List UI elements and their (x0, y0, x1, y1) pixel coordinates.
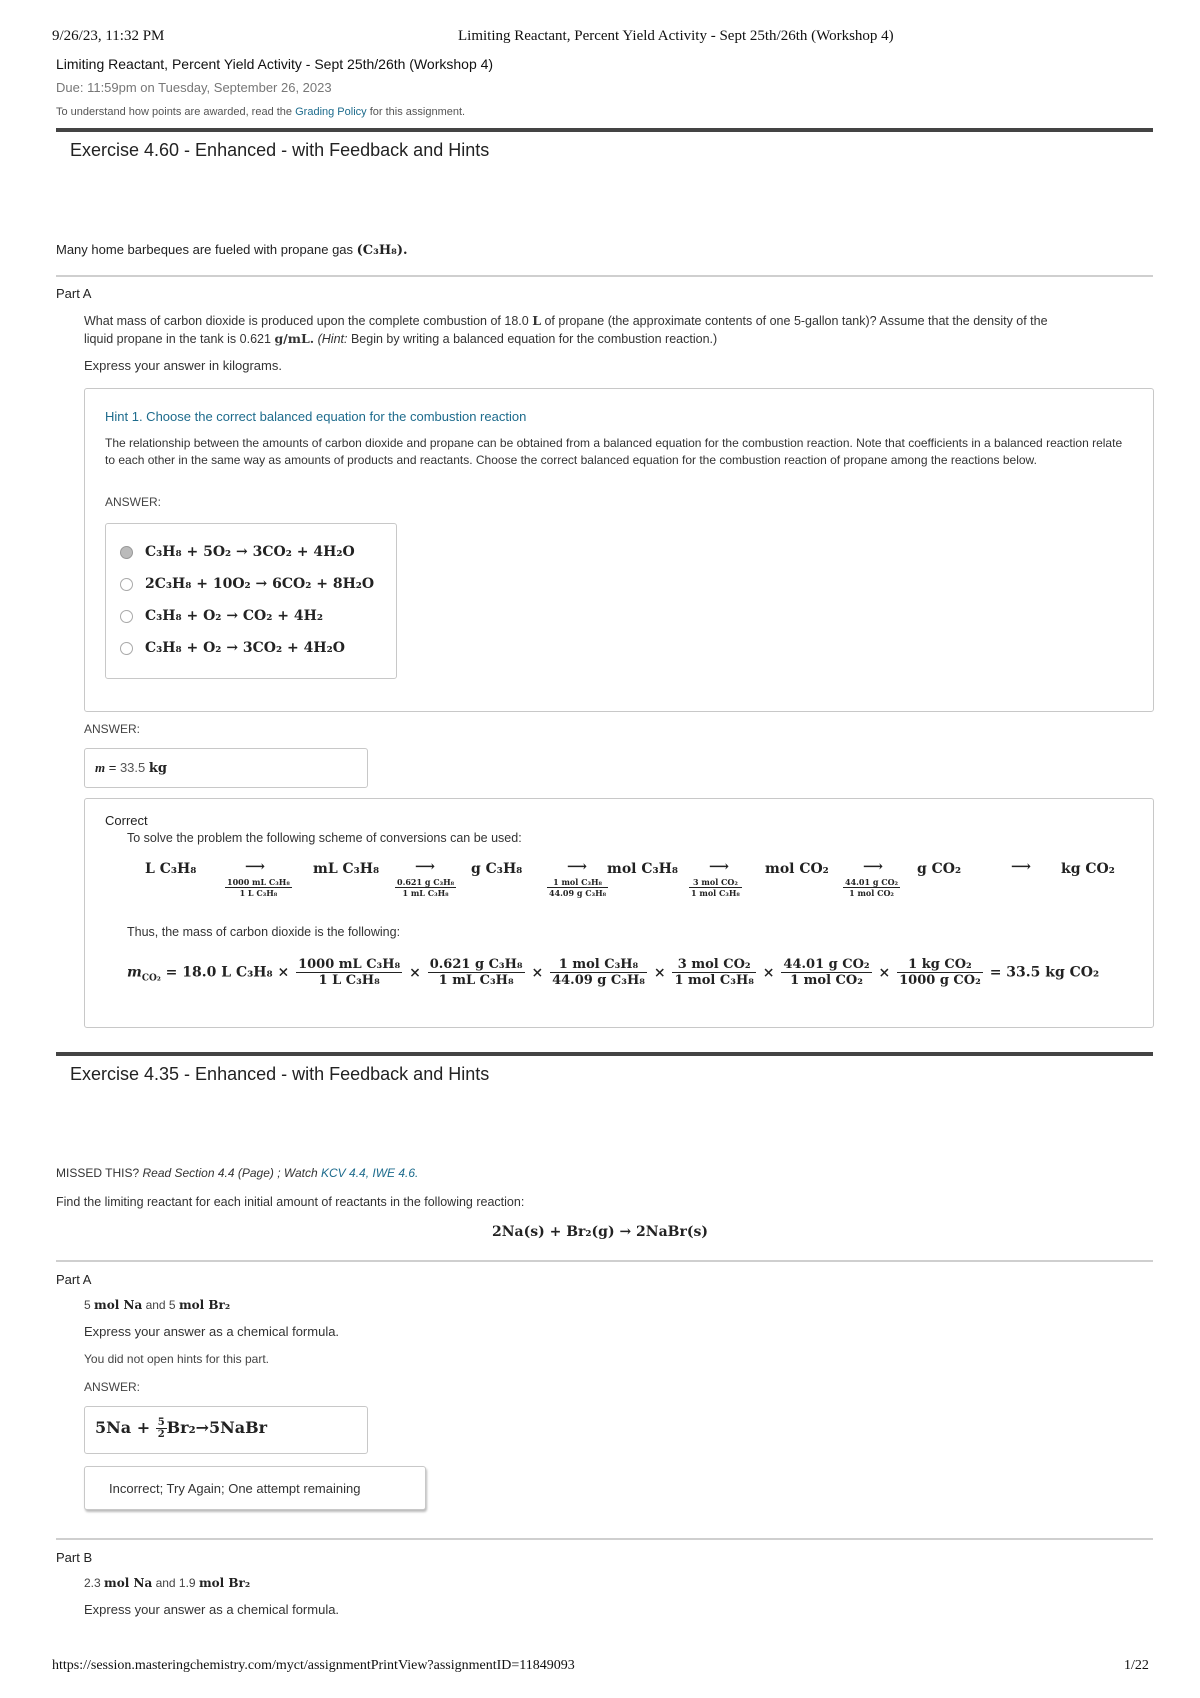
answer-variable: m (95, 760, 106, 775)
calculation (127, 957, 1147, 1013)
grading-policy-link[interactable]: Grading Policy (295, 106, 367, 118)
answer-post: Br₂→5NaBr (166, 1418, 268, 1437)
calc-denominator: 1 mL C₃H₈ (438, 973, 514, 988)
scheme-factor (689, 877, 742, 898)
times-sign: × (648, 964, 671, 981)
express-instruction: Express your answer as a chemical formula. (84, 1324, 340, 1339)
propane-formula: (C₃H₈). (356, 243, 408, 258)
calc-result: = 33.5 kg CO₂ (989, 964, 1100, 981)
feedback-text: Incorrect; Try Again; One attempt remaining (109, 1481, 361, 1496)
answer-content (95, 760, 167, 776)
intro-text: Many home barbeques are fueled with propane gas (56, 242, 354, 257)
q-hint-label: (Hint: (317, 332, 348, 346)
reaction-equation: 2Na(s) + Br₂(g) → 2NaBr(s) (491, 1224, 709, 1240)
fraction-denominator: 2 (157, 1429, 165, 1440)
conversion-scheme (145, 861, 1145, 911)
answer-unit: kg (148, 761, 167, 776)
footer-page: 1/22 (1124, 1658, 1149, 1673)
option-4[interactable] (120, 632, 374, 664)
times-sign: × (873, 964, 896, 981)
hint-title[interactable]: Hint 1. Choose the correct balanced equation for the combustion reaction (105, 409, 527, 424)
part-a-label: Part A (56, 286, 92, 301)
hints-note: You did not open hints for this part. (84, 1352, 270, 1366)
missed-prefix: MISSED THIS? (56, 1166, 140, 1180)
answer-value: 33.5 (119, 760, 146, 775)
amount-and: and 5 (145, 1298, 176, 1312)
footer-url: https://session.masteringchemistry.com/myct/assignmentPrintView?assignmentID=11849093 (52, 1658, 575, 1673)
radio-icon[interactable] (120, 642, 133, 655)
calc-lhs-sub: CO₂ (141, 973, 161, 984)
factor-numerator: 1000 mL C₃H₈ (227, 877, 290, 887)
fraction-numerator: 5 (157, 1417, 165, 1428)
calc-denominator: 1 L C₃H₈ (318, 973, 380, 988)
scheme-unit: L C₃H₈ (145, 861, 197, 877)
scheme-unit: g C₃H₈ (471, 861, 523, 877)
factor-denominator: 1 mL C₃H₈ (402, 888, 449, 898)
arrow-icon: ⟶ (245, 859, 266, 875)
arrow-icon: ⟶ (709, 859, 730, 875)
hint-answer-label: ANSWER: (105, 495, 162, 509)
calc-lhs: m (127, 964, 142, 981)
hint-options-box (105, 523, 397, 679)
print-title: Limiting Reactant, Percent Yield Activity - Sept 25th/26th (Workshop 4) (458, 28, 894, 44)
amount-unit-1: mol Na (104, 1576, 153, 1590)
part-a-label: Part A (56, 1272, 92, 1287)
q-text-1: What mass of carbon dioxide is produced upon the complete combustion of 18.0 (84, 314, 529, 328)
answer-formula (95, 1417, 267, 1440)
option-label: C₃H₈ + 5O₂ → 3CO₂ + 4H₂O (145, 544, 355, 560)
assignment-title: Limiting Reactant, Percent Yield Activity - Sept 25th/26th (Workshop 4) (56, 56, 494, 72)
missed-this (56, 1166, 418, 1180)
answer-label: ANSWER: (84, 722, 141, 736)
calc-denominator: 1000 g CO₂ (899, 973, 981, 988)
part-divider (56, 1260, 1153, 1262)
factor-denominator: 1 mol C₃H₈ (691, 888, 740, 898)
calc-denominator: 44.09 g C₃H₈ (552, 973, 645, 988)
scheme-unit: mol CO₂ (765, 861, 829, 877)
calc-fractions (294, 957, 985, 988)
hint-body: The relationship between the amounts of carbon dioxide and propane can be obtained from a balanced equation for the combustion reaction. Note that coefficients in a balanced reaction relate to each other in the same way as amounts of products and reactants. Choose the correct balanced equation for the combustion reaction of propane among the reactions below. (105, 436, 1123, 467)
exercise-intro (56, 242, 408, 258)
exercise-title: Exercise 4.60 - Enhanced - with Feedback and Hints (70, 140, 490, 160)
calc-denominator: 1 mol C₃H₈ (674, 973, 754, 988)
incorrect-feedback (84, 1466, 426, 1510)
calc-numerator: 3 mol CO₂ (672, 957, 755, 973)
part-divider (56, 275, 1153, 277)
exercise-divider (56, 1052, 1153, 1056)
answer-box (84, 748, 368, 788)
part-b-label: Part B (56, 1550, 93, 1565)
q-text-4: Begin by writing a balanced equation for the combustion reaction.) (350, 332, 718, 346)
scheme-factor (225, 877, 292, 898)
option-2[interactable] (120, 568, 374, 600)
exercise-divider (56, 128, 1153, 132)
hint-options (120, 536, 374, 664)
factor-numerator: 44.01 g CO₂ (845, 877, 899, 887)
q-text-3: liquid propane in the tank is 0.621 (84, 332, 271, 346)
part-divider (56, 1538, 1153, 1540)
exercise-title: Exercise 4.35 - Enhanced - with Feedback and Hints (70, 1064, 490, 1084)
answer-fraction (156, 1417, 167, 1440)
calc-numerator: 0.621 g C₃H₈ (429, 957, 523, 972)
calc-numerator: 44.01 g CO₂ (783, 957, 870, 972)
thus-text: Thus, the mass of carbon dioxide is the following: (127, 925, 401, 939)
answer-box[interactable] (84, 1406, 368, 1454)
correct-feedback (84, 798, 1154, 1028)
times-sign: × (757, 964, 780, 981)
times-sign: × (404, 964, 426, 981)
hint-panel (84, 388, 1154, 712)
instruction: Find the limiting reactant for each initial amount of reactants in the following reaction: (56, 1195, 525, 1209)
grading-suffix: for this assignment. (366, 106, 466, 118)
print-datetime: 9/26/23, 11:32 PM (52, 28, 165, 44)
q-unit-density: g/mL. (274, 331, 315, 346)
calc-start: = 18.0 L C₃H₈ × (165, 964, 290, 981)
calc-factor (296, 957, 402, 988)
amount-1: 2.3 (84, 1576, 101, 1590)
feedback-status: Correct (105, 813, 148, 828)
factor-denominator: 1 L C₃H₈ (239, 888, 278, 898)
factor-denominator: 44.09 g C₃H₈ (549, 888, 607, 898)
amount-unit-1: mol Na (94, 1298, 143, 1312)
arrow-icon: ⟶ (567, 859, 588, 875)
radio-icon[interactable] (120, 610, 133, 623)
grading-note (56, 106, 465, 118)
option-label: 2C₃H₈ + 10O₂ → 6CO₂ + 8H₂O (145, 576, 375, 592)
part-b-amounts (84, 1576, 250, 1590)
missed-links[interactable]: KCV 4.4, IWE 4.6. (321, 1166, 419, 1180)
scheme-unit: mol C₃H₈ (607, 861, 678, 877)
express-instruction: Express your answer as a chemical formula. (84, 1602, 340, 1617)
amount-unit-2: mol Br₂ (178, 1298, 231, 1312)
calc-denominator: 1 mol CO₂ (790, 973, 863, 988)
calc-numerator: 1 kg CO₂ (897, 957, 983, 973)
amount-and: and 1.9 (155, 1576, 196, 1590)
arrow-icon: ⟶ (1011, 859, 1032, 875)
express-instruction: Express your answer in kilograms. (84, 358, 282, 373)
calc-factor (672, 957, 755, 988)
scheme-unit: g CO₂ (917, 861, 962, 877)
scheme-factor (843, 877, 900, 898)
arrow-icon: ⟶ (415, 859, 436, 875)
option-label: C₃H₈ + O₂ → CO₂ + 4H₂ (145, 608, 323, 624)
part-a-question (84, 312, 1154, 348)
option-1[interactable] (120, 536, 374, 568)
scheme-unit: mL C₃H₈ (313, 861, 380, 877)
answer-pre: 5Na + (95, 1418, 151, 1437)
scheme-factor (395, 877, 456, 898)
grading-prefix: To understand how points are awarded, read the (56, 106, 296, 118)
times-sign: × (526, 964, 549, 981)
q-unit-liters: L (532, 313, 541, 328)
scheme-unit: kg CO₂ (1061, 861, 1115, 877)
missed-read: Read Section 4.4 (Page) ; Watch (139, 1166, 322, 1180)
calc-factor (550, 957, 647, 988)
scheme-intro: To solve the problem the following scheme of conversions can be used: (127, 831, 522, 845)
answer-label: ANSWER: (84, 1380, 141, 1394)
radio-icon[interactable] (120, 578, 133, 591)
radio-icon[interactable] (120, 546, 133, 559)
part-a-amounts (84, 1298, 230, 1312)
q-text-2: of propane (the approximate contents of one 5-gallon tank)? Assume that the density of the (544, 314, 1048, 328)
assignment-due: Due: 11:59pm on Tuesday, September 26, 2023 (56, 80, 332, 95)
calc-numerator: 1 mol C₃H₈ (550, 957, 647, 973)
calc-factor (428, 957, 525, 988)
factor-numerator: 3 mol CO₂ (689, 877, 742, 888)
factor-numerator: 0.621 g C₃H₈ (397, 877, 455, 887)
factor-numerator: 1 mol C₃H₈ (547, 877, 608, 888)
calc-numerator: 1000 mL C₃H₈ (298, 957, 401, 972)
option-label: C₃H₈ + O₂ → 3CO₂ + 4H₂O (145, 640, 345, 656)
factor-denominator: 1 mol CO₂ (849, 888, 894, 898)
calc-factor (781, 957, 871, 988)
amount-unit-2: mol Br₂ (198, 1576, 251, 1590)
option-3[interactable] (120, 600, 374, 632)
amount-1: 5 (84, 1298, 91, 1312)
calc-factor (897, 957, 983, 988)
arrow-icon: ⟶ (863, 859, 884, 875)
answer-equals: = (105, 760, 120, 775)
scheme-factor (547, 877, 608, 898)
